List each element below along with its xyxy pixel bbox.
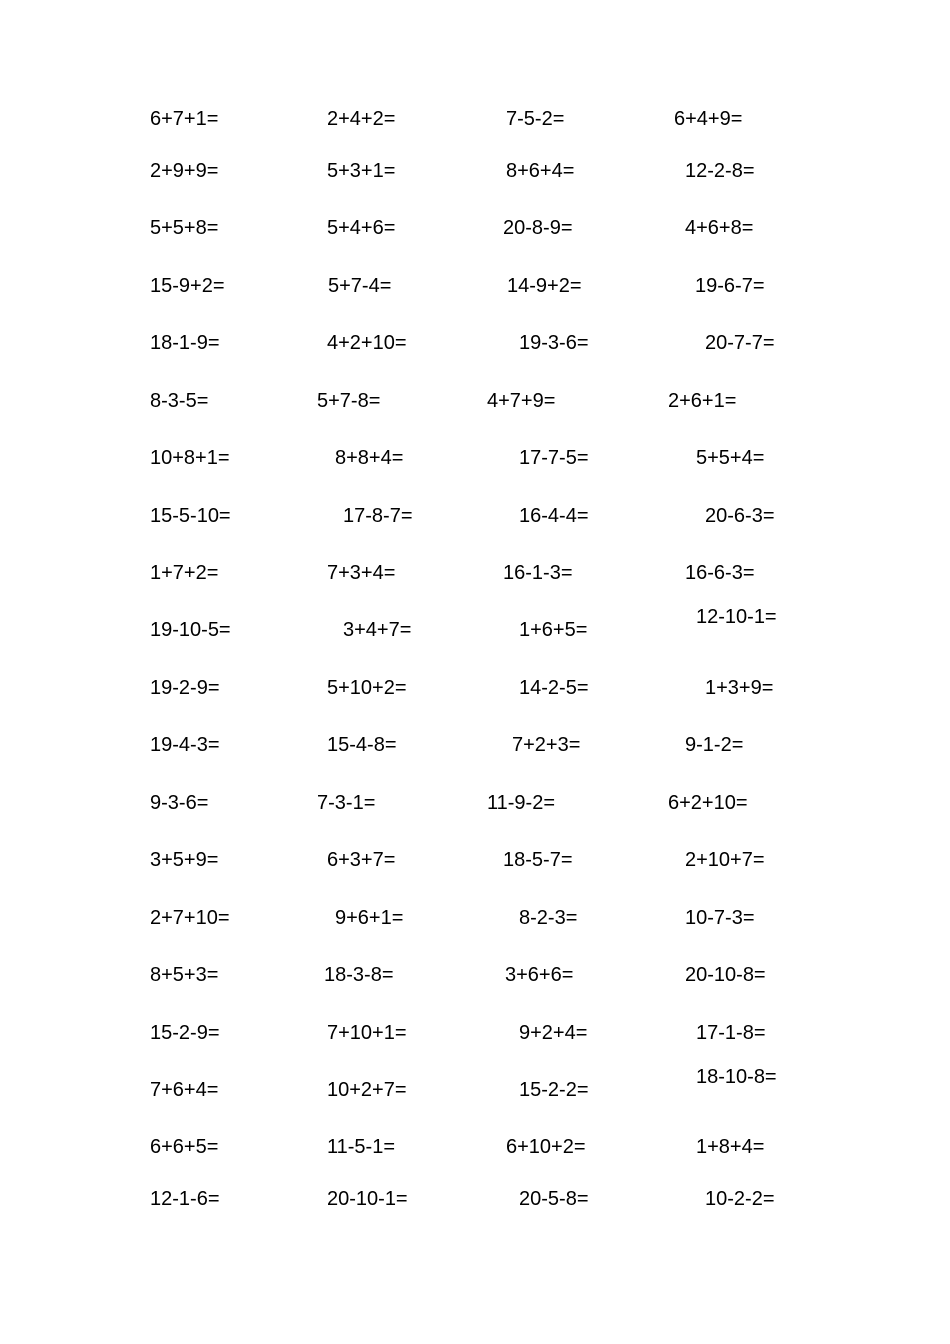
problem-r6-c3: 4+7+9= <box>487 390 556 412</box>
problem-r13-c4: 6+2+10= <box>668 792 748 814</box>
problem-r9-c2: 7+3+4= <box>327 562 396 584</box>
problem-r17-c4: 17-1-8= <box>696 1022 766 1044</box>
problem-r4-c1: 15-9+2= <box>150 275 225 297</box>
problem-r19-c2: 11-5-1= <box>327 1136 396 1158</box>
problem-r4-c3: 14-9+2= <box>507 275 582 297</box>
problem-r10-c2: 3+4+7= <box>343 619 412 641</box>
problem-r18-c2: 10+2+7= <box>327 1079 407 1101</box>
problem-r17-c2: 7+10+1= <box>327 1022 407 1044</box>
problem-r18-c3: 15-2-2= <box>519 1079 589 1101</box>
problem-r12-c1: 19-4-3= <box>150 734 220 756</box>
problem-r15-c4: 10-7-3= <box>685 907 755 929</box>
problem-r2-c3: 8+6+4= <box>506 160 575 182</box>
problem-r10-c3: 1+6+5= <box>519 619 588 641</box>
problem-r7-c3: 17-7-5= <box>519 447 589 469</box>
problem-r16-c4: 20-10-8= <box>685 964 766 986</box>
problem-r1-c2: 2+4+2= <box>327 108 396 130</box>
problem-r17-c1: 15-2-9= <box>150 1022 220 1044</box>
problem-r17-c3: 9+2+4= <box>519 1022 588 1044</box>
problem-r6-c1: 8-3-5= <box>150 390 209 412</box>
problem-r18-c4: 18-10-8= <box>696 1066 777 1088</box>
problem-r8-c1: 15-5-10= <box>150 505 231 527</box>
problem-r14-c1: 3+5+9= <box>150 849 219 871</box>
problem-r15-c2: 9+6+1= <box>335 907 404 929</box>
problem-r7-c2: 8+8+4= <box>335 447 404 469</box>
problem-r14-c3: 18-5-7= <box>503 849 573 871</box>
problem-r5-c2: 4+2+10= <box>327 332 407 354</box>
problem-r20-c1: 12-1-6= <box>150 1188 220 1210</box>
problem-r18-c1: 7+6+4= <box>150 1079 219 1101</box>
problem-r3-c4: 4+6+8= <box>685 217 754 239</box>
problem-r12-c3: 7+2+3= <box>512 734 581 756</box>
problem-r19-c3: 6+10+2= <box>506 1136 586 1158</box>
problem-r9-c4: 16-6-3= <box>685 562 755 584</box>
problem-r2-c4: 12-2-8= <box>685 160 755 182</box>
problem-r6-c2: 5+7-8= <box>317 390 381 412</box>
problem-r7-c1: 10+8+1= <box>150 447 230 469</box>
problem-r11-c1: 19-2-9= <box>150 677 220 699</box>
problem-r7-c4: 5+5+4= <box>696 447 765 469</box>
problem-r9-c3: 16-1-3= <box>503 562 573 584</box>
problem-r10-c4: 12-10-1= <box>696 606 777 628</box>
problem-r4-c4: 19-6-7= <box>695 275 765 297</box>
problem-r10-c1: 19-10-5= <box>150 619 231 641</box>
problem-r11-c2: 5+10+2= <box>327 677 407 699</box>
problem-r13-c1: 9-3-6= <box>150 792 209 814</box>
problem-r8-c2: 17-8-7= <box>343 505 413 527</box>
problem-r1-c1: 6+7+1= <box>150 108 219 130</box>
problem-r9-c1: 1+7+2= <box>150 562 219 584</box>
problem-r19-c4: 1+8+4= <box>696 1136 765 1158</box>
problem-r6-c4: 2+6+1= <box>668 390 737 412</box>
problem-r11-c4: 1+3+9= <box>705 677 774 699</box>
problem-r4-c2: 5+7-4= <box>328 275 392 297</box>
problem-r11-c3: 14-2-5= <box>519 677 589 699</box>
problem-r5-c3: 19-3-6= <box>519 332 589 354</box>
problem-r20-c3: 20-5-8= <box>519 1188 589 1210</box>
problem-r1-c4: 6+4+9= <box>674 108 743 130</box>
problem-r16-c3: 3+6+6= <box>505 964 574 986</box>
problem-r16-c1: 8+5+3= <box>150 964 219 986</box>
problem-r12-c4: 9-1-2= <box>685 734 744 756</box>
problem-r15-c3: 8-2-3= <box>519 907 578 929</box>
problem-r20-c4: 10-2-2= <box>705 1188 775 1210</box>
problem-r20-c2: 20-10-1= <box>327 1188 408 1210</box>
problem-r2-c1: 2+9+9= <box>150 160 219 182</box>
problem-r14-c4: 2+10+7= <box>685 849 765 871</box>
problem-r5-c1: 18-1-9= <box>150 332 220 354</box>
problem-r13-c2: 7-3-1= <box>317 792 376 814</box>
problem-r1-c3: 7-5-2= <box>506 108 565 130</box>
problem-r3-c1: 5+5+8= <box>150 217 219 239</box>
problem-r3-c2: 5+4+6= <box>327 217 396 239</box>
problem-r8-c3: 16-4-4= <box>519 505 589 527</box>
problem-r2-c2: 5+3+1= <box>327 160 396 182</box>
problem-r5-c4: 20-7-7= <box>705 332 775 354</box>
problem-r14-c2: 6+3+7= <box>327 849 396 871</box>
problem-r15-c1: 2+7+10= <box>150 907 230 929</box>
problem-r19-c1: 6+6+5= <box>150 1136 219 1158</box>
problem-r8-c4: 20-6-3= <box>705 505 775 527</box>
problem-r13-c3: 11-9-2= <box>487 792 556 814</box>
problem-r16-c2: 18-3-8= <box>324 964 394 986</box>
problem-r12-c2: 15-4-8= <box>327 734 397 756</box>
problem-r3-c3: 20-8-9= <box>503 217 573 239</box>
